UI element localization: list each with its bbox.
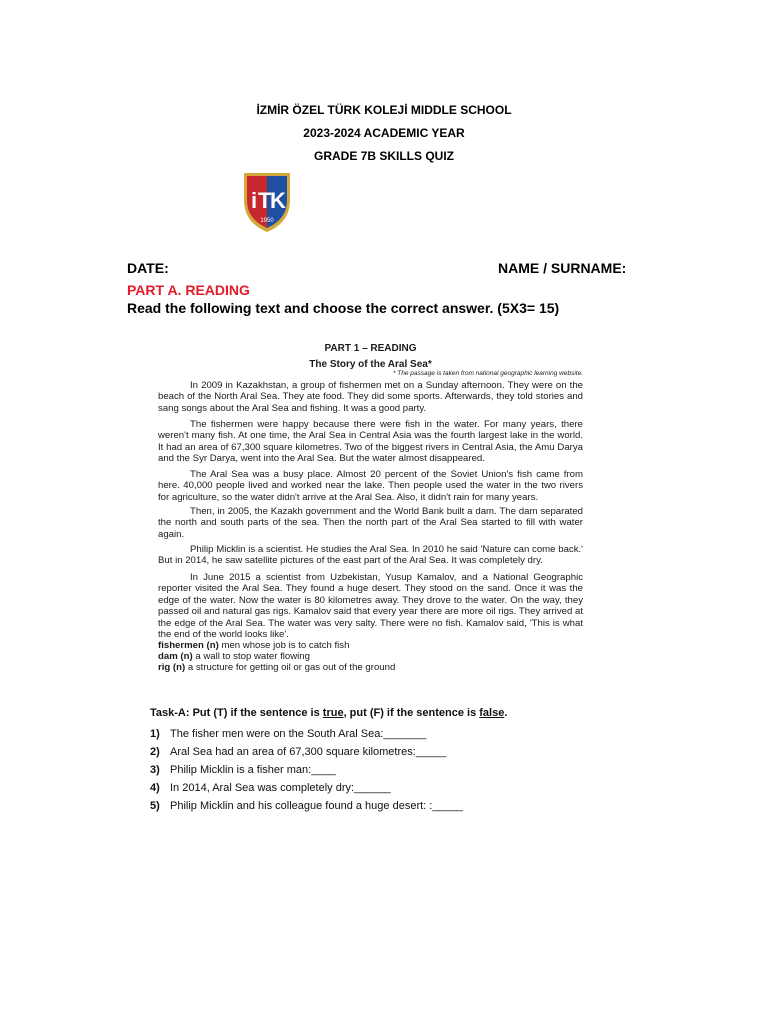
part-a-instruction: Read the following text and choose the correct answer. (5X3= 15) — [127, 300, 560, 316]
passage-paragraph-6: In June 2015 a scientist from Uzbekistan, Yusup Kamalov, and a National Geographic reporter visited the Aral Sea. They found a huge desert. They stood on the sand. Once it was the edge of the water. Now the water is 80 kilometres away. They drove to the water. On the way, they passed oil and natural gas rigs. Kamalov said that every year there are more oil rigs. They arrived at the edge of the Aral Sea. The water was very salty. There were no fish. Kamalov said, 'This is what the end of the world looks like'. — [158, 572, 583, 641]
glossary-item — [158, 662, 583, 673]
task-a-item — [150, 764, 336, 776]
passage-paragraph-2: The fishermen were happy because there were fish in the water. For many years, there weren't many fish. At one time, the Aral Sea in Central Asia was the fourth largest lake in the world. It had an area of 67,300 square kilometres. Two of the biggest rivers in Central Asia, the Amu Darya and the Syr Darya, went into the Aral Sea. But the water almost disappeared. — [158, 419, 583, 465]
passage-title: The Story of the Aral Sea* — [309, 359, 432, 370]
passage-part-heading: PART 1 – READING — [324, 343, 417, 354]
passage-paragraph-5: Philip Micklin is a scientist. He studies the Aral Sea. In 2010 he said 'Nature can come back.' But in 2014, he saw satellite pictures of the east part of the Aral Sea. It was completely dry. — [158, 544, 583, 567]
item-text: Aral Sea had an area of 67,300 square kilometres:_____ — [170, 746, 447, 758]
passage-source-note: * The passage is taken from national geographic learning website. — [392, 370, 583, 377]
item-number: 5) — [150, 800, 160, 812]
name-surname-label: NAME / SURNAME: — [498, 260, 627, 276]
passage-paragraph-4: Then, in 2005, the Kazakh government and the World Bank built a dam. The dam separated the north and south parts of the sea. Then the north part of the Aral Sea started to fill with water again. — [158, 506, 583, 540]
passage-paragraph-3: The Aral Sea was a busy place. Almost 20 percent of the Soviet Union's fish came from here. 40,000 people lived and worked near the lake. Then people used the water in the two rivers for agriculture, so the water didn't arrive at the Aral Sea. Also, it didn't rain for many years. — [158, 469, 583, 503]
item-text: Philip Micklin is a fisher man:____ — [170, 764, 336, 776]
date-label: DATE: — [127, 260, 169, 276]
task-a-item — [150, 800, 463, 812]
glossary-definition: men whose job is to catch fish — [218, 640, 350, 651]
passage-paragraph-1: In 2009 in Kazakhstan, a group of fishermen met on a Sunday afternoon. They were on the beach of the North Aral Sea. They ate food. They did some sports. Afterwards, they told stories and sang songs about the Aral Sea and fishing. It was a good party. — [158, 380, 583, 414]
part-a-title: PART A. READING — [127, 282, 250, 298]
glossary-term: fishermen (n) — [158, 640, 219, 651]
glossary-item — [158, 651, 583, 662]
school-name: İZMİR ÖZEL TÜRK KOLEJİ MIDDLE SCHOOL — [256, 103, 512, 117]
item-number: 3) — [150, 764, 160, 776]
glossary-definition: a structure for getting oil or gas out of the ground — [185, 662, 396, 673]
item-text: In 2014, Aral Sea was completely dry:______ — [170, 782, 391, 794]
item-text: Philip Micklin and his colleague found a huge desert: :_____ — [170, 800, 463, 812]
task-a-false-word: false — [479, 707, 505, 719]
quiz-title: GRADE 7B SKILLS QUIZ — [313, 149, 454, 163]
glossary-term: dam (n) — [158, 651, 193, 662]
school-logo — [241, 170, 293, 234]
task-a-item — [150, 782, 391, 794]
glossary-term: rig (n) — [158, 662, 186, 673]
logo-letters-right: K — [270, 188, 286, 213]
task-a-instruction — [150, 707, 507, 719]
task-a-prefix: Task-A: Put (T) if the sentence is — [150, 707, 323, 719]
item-number: 4) — [150, 782, 160, 794]
logo-letters-left: i — [251, 188, 258, 213]
item-text: The fisher men were on the South Aral Sea:_______ — [170, 728, 427, 740]
task-a-suffix: . — [504, 707, 508, 719]
task-a-true-word: true — [322, 707, 344, 719]
item-number: 2) — [150, 746, 160, 758]
academic-year: 2023-2024 ACADEMIC YEAR — [303, 126, 465, 140]
logo-year: 1950 — [260, 218, 274, 224]
glossary-item — [158, 640, 583, 651]
glossary-definition: a wall to stop water flowing — [192, 651, 310, 662]
item-number: 1) — [150, 728, 160, 740]
task-a-item — [150, 746, 446, 758]
logo-letters-mid: T — [258, 188, 272, 213]
task-a-item — [150, 728, 426, 740]
task-a-middle: , put (F) if the sentence is — [343, 707, 480, 719]
